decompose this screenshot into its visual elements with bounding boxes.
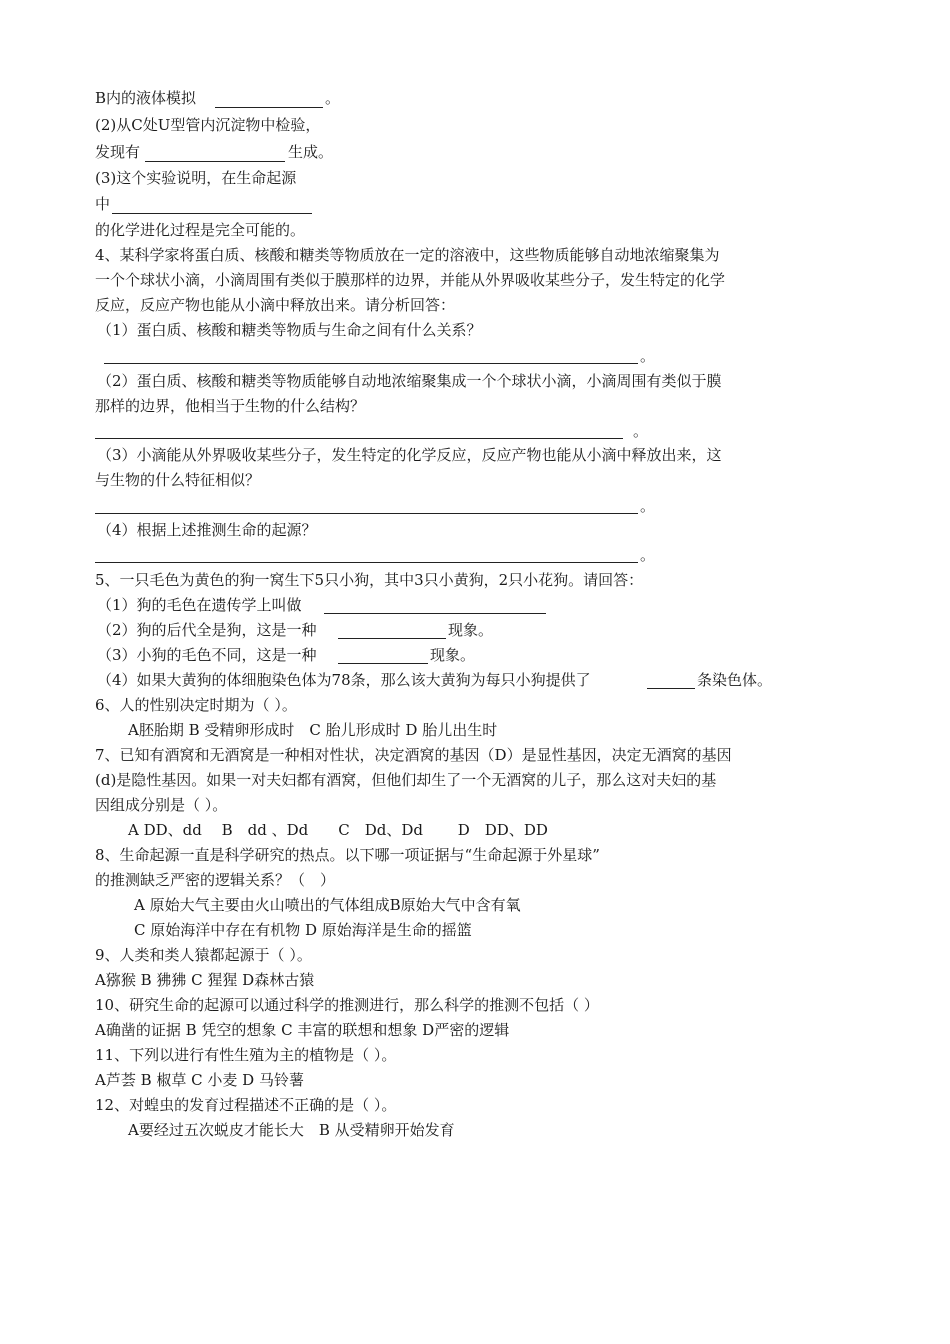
text: （3）小狗的毛色不同，这是一种 [97, 646, 317, 664]
text: 。 [325, 89, 341, 107]
q4-answer-3 [0, 494, 950, 518]
text: 8、生命起源一直是科学研究的热点。以下哪一项证据与“生命起源于外星球” [95, 846, 600, 864]
text: （1）蛋白质、核酸和糖类等物质与生命之间有什么关系？ [97, 321, 482, 339]
text: C 原始海洋中存在有机物 D 原始海洋是生命的摇篮 [134, 921, 472, 939]
q11-stem [0, 1043, 950, 1067]
text: 5、一只毛色为黄色的狗一窝生下5只小狗，其中3只小黄狗，2只小花狗。请回答： [95, 571, 644, 589]
text: A要经过五次蜕皮才能长大 B 从受精卵开始发育 [128, 1121, 455, 1139]
text: (3)这个实验说明，在生命起源 [95, 169, 297, 187]
text: B内的液体模拟 [95, 89, 197, 107]
q4-sub-3 [0, 443, 950, 467]
text: 条染色体。 [697, 671, 773, 689]
q4-answer-2 [0, 419, 950, 443]
text: 一个个球状小滴，小滴周围有类似于膜那样的边界，并能从外界吸收某些分子，发生特定的化学 [95, 271, 726, 289]
q9-stem [0, 943, 950, 967]
q5-sub-3 [0, 643, 950, 667]
q8-stem-1 [0, 843, 950, 867]
text: 7、已知有酒窝和无酒窝是一种相对性状，决定酒窝的基因（D）是显性基因，决定无酒窝的基因 [95, 746, 732, 764]
text: (2)从C处U型管内沉淀物中检验， [95, 116, 321, 134]
text: A确凿的证据 B 凭空的想象 C 丰富的联想和想象 D严密的逻辑 [95, 1021, 510, 1039]
q6-options [0, 718, 950, 742]
q5-stem [0, 568, 950, 592]
answer-line [95, 562, 638, 563]
q4-answer-1 [0, 344, 950, 368]
q3-line-1 [0, 86, 950, 110]
text: （2）蛋白质、核酸和糖类等物质能够自动地浓缩聚集成一个个球状小滴，小滴周围有类似于膜 [97, 372, 722, 390]
text: 6、人的性别决定时期为（ ）。 [95, 696, 297, 714]
blank-line [324, 613, 546, 614]
text: 9、人类和类人猿都起源于（ ）。 [95, 946, 312, 964]
text: A猕猴 B 狒狒 C 猩猩 D森林古猿 [95, 971, 315, 989]
text: （1）狗的毛色在遗传学上叫做 [97, 596, 302, 614]
q4-stem-2 [0, 268, 950, 292]
text: A 原始大气主要由火山喷出的气体组成B原始大气中含有氧 [134, 896, 521, 914]
text: 11、下列以进行有性生殖为主的植物是（ ）。 [95, 1046, 397, 1064]
blank-line [647, 688, 695, 689]
q8-options-1 [0, 893, 950, 917]
q4-sub-4 [0, 518, 950, 542]
q4-sub-1 [0, 318, 950, 342]
text: 生成。 [288, 143, 334, 161]
q6-stem [0, 693, 950, 717]
text: 发现有 [95, 143, 141, 161]
text: 。 [640, 497, 656, 515]
answer-line [104, 363, 638, 364]
blank-line [338, 638, 446, 639]
q4-stem-3 [0, 293, 950, 317]
q4-sub-2 [0, 369, 950, 393]
q4-sub-3b [0, 468, 950, 492]
q3-sub-2 [0, 113, 950, 137]
q5-sub-1 [0, 593, 950, 617]
text: A芦荟 B 椒草 C 小麦 D 马铃薯 [95, 1071, 304, 1089]
text: (d)是隐性基因。如果一对夫妇都有酒窝，但他们却生了一个无酒窝的儿子，那么这对夫妇的基 [95, 771, 717, 789]
q8-options-2 [0, 918, 950, 942]
q7-stem-1 [0, 743, 950, 767]
q7-options [0, 818, 950, 842]
answer-line [95, 513, 638, 514]
q7-stem-3 [0, 793, 950, 817]
q5-sub-2 [0, 618, 950, 642]
q10-stem [0, 993, 950, 1017]
text: （4）根据上述推测生命的起源？ [97, 521, 317, 539]
answer-line [95, 438, 623, 439]
text: 与生物的什么特征相似？ [95, 471, 261, 489]
blank-line [112, 213, 312, 214]
text: 4、某科学家将蛋白质、核酸和糖类等物质放在一定的溶液中，这些物质能够自动地浓缩聚集为 [95, 246, 720, 264]
q3-line-5 [0, 192, 950, 216]
text: 的化学进化过程是完全可能的。 [95, 221, 306, 239]
q3-line-6 [0, 218, 950, 242]
text: 现象。 [430, 646, 476, 664]
q12-stem [0, 1093, 950, 1117]
text: （2）狗的后代全是狗，这是一种 [97, 621, 317, 639]
text: 12、对蝗虫的发育过程描述不正确的是（ ）。 [95, 1096, 397, 1114]
q11-options [0, 1068, 950, 1092]
q7-stem-2 [0, 768, 950, 792]
q8-stem-2 [0, 868, 950, 892]
text: （3）小滴能从外界吸收某些分子，发生特定的化学反应，反应产物也能从小滴中释放出来，这 [97, 446, 722, 464]
text: 。 [633, 422, 649, 440]
text: 那样的边界，他相当于生物的什么结构？ [95, 397, 366, 415]
blank-line [145, 161, 285, 162]
text: A胚胎期 B 受精卵形成时 C 胎儿形成时 D 胎儿出生时 [128, 721, 498, 739]
blank-line [215, 107, 323, 108]
q9-options [0, 968, 950, 992]
q4-answer-4 [0, 543, 950, 567]
text: 中 [95, 195, 111, 213]
text: 的推测缺乏严密的逻辑关系？（ ） [95, 871, 336, 889]
text: A DD、dd B dd 、Dd C Dd、Dd D DD、DD [128, 821, 548, 839]
text: （4）如果大黄狗的体细胞染色体为78条，那么该大黄狗为每只小狗提供了 [97, 671, 591, 689]
q10-options [0, 1018, 950, 1042]
q3-line-3 [0, 140, 950, 164]
text: 因组成分别是（ ）。 [95, 796, 228, 814]
text: 。 [640, 546, 656, 564]
text: 。 [640, 347, 656, 365]
q12-options [0, 1118, 950, 1142]
q5-sub-4 [0, 668, 950, 692]
q3-sub-3 [0, 166, 950, 190]
text: 反应，反应产物也能从小滴中释放出来。请分析回答： [95, 296, 456, 314]
text: 现象。 [448, 621, 494, 639]
blank-line [338, 663, 428, 664]
q4-sub-2b [0, 394, 950, 418]
q4-stem-1 [0, 243, 950, 267]
text: 10、研究生命的起源可以通过科学的推测进行，那么科学的推测不包括（ ） [95, 996, 599, 1014]
